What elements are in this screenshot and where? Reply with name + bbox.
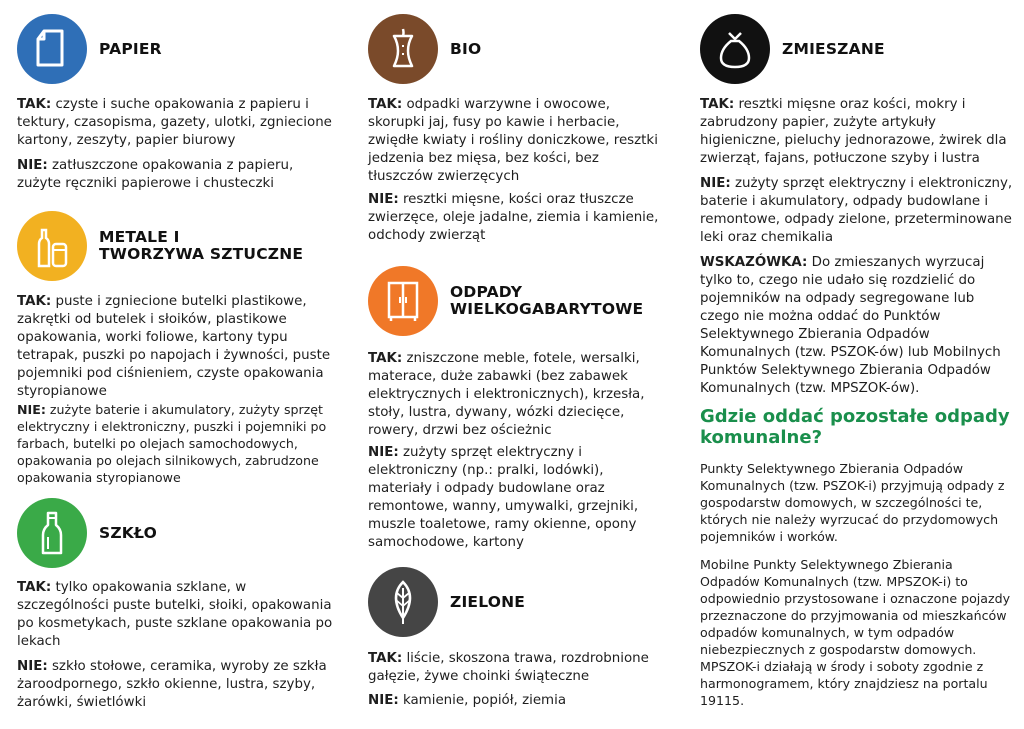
zielone-nie [368, 692, 566, 710]
gabaryty-nie [368, 444, 660, 552]
tak-label: TAK: [17, 97, 52, 112]
nie-label: NIE: [17, 659, 48, 674]
gdzie-heading [700, 406, 1010, 448]
nie-text: zużyty sprzęt elektryczny i elektroniczny, baterie i akumulatory, odpady budowlane i remontowe, odpady zielone, przeterminowane leki oraz chemikalia [700, 176, 1013, 245]
zmieszane-header [700, 14, 885, 84]
gdzie-heading-line1: Gdzie oddać pozostałe odpady [700, 406, 1010, 427]
szklo-header [17, 498, 157, 568]
leaf-icon [368, 567, 438, 637]
metale-nie [17, 401, 337, 486]
metale-title-line1: METALE I [99, 228, 180, 246]
nie-text: zużyty sprzęt elektryczny i elektroniczny (np.: pralki, lodówki), materiały i odpady budowlane oraz remontowe, wanny, umywalki, grzejniki, muszle toaletowe, ramy okienne, opony samochodowe, kartony [368, 445, 639, 550]
zielone-header [368, 567, 525, 637]
gabaryty-title-line2: WIELKOGABARYTOWE [450, 300, 644, 318]
papier-tak [17, 96, 337, 150]
papier-header [17, 14, 162, 84]
tak-text: liście, skoszona trawa, rozdrobnione gałęzie, żywe choinki świąteczne [368, 651, 649, 684]
nie-label: NIE: [17, 402, 46, 417]
zmieszane-title: ZMIESZANE [782, 39, 885, 58]
trash-bag-icon [700, 14, 770, 84]
gdzie-para2: Mobilne Punkty Selektywnego Zbierania Odpadów Komunalnych (tzw. MPSZOK-i) to odpowiednio przystosowane i oznaczone pojazdy przeznaczone do przyjmowania od mieszkańców odpadów komunalnych, w tym odpadów niebezpiecznych z gospodarstw domowych. MPSZOK-i działają w środy i soboty zgodnie z harmonogramem, który znajdziesz na portalu 19115. [700, 557, 1011, 708]
szklo-nie [17, 658, 337, 712]
hint-label: WSKAZÓWKA: [700, 255, 808, 270]
nie-text: zużyte baterie i akumulatory, zużyty sprzęt elektryczny i elektroniczny, puszki i pojemniki po farbach, butelki po olejach samochodowych, opakowania po olejach silnikowych, zabrudzone opakowania styropianowe [17, 402, 327, 485]
hint-text: Do zmieszanych wyrzucaj tylko to, czego nie udało się rozdzielić do pojemników na odpady segregowane lub czego nie można oddać do Punktów Selektywnego Zbierania Odpadów Komunalnych (tzw. PSZOK-ów) lub Mobilnych Punktów Selektywnego Zbierania Odpadów Komunalnych (tzw. MPSZOK-ów). [700, 255, 1001, 396]
gabaryty-title [450, 284, 643, 318]
paper-sheet-icon [17, 14, 87, 84]
tak-label: TAK: [17, 294, 52, 309]
papier-title: PAPIER [99, 39, 162, 58]
nie-text: szkło stołowe, ceramika, wyroby ze szkła żaroodpornego, szkło okienne, lustra, szyby, żarówki, świetlówki [17, 659, 327, 710]
nie-label: NIE: [368, 693, 399, 708]
glass-bottle-icon [17, 498, 87, 568]
nie-text: kamienie, popiół, ziemia [398, 693, 567, 708]
tak-text: tylko opakowania szklane, w szczególności puste butelki, słoiki, opakowania po kosmetykach, puste szklane opakowania po lekach [17, 580, 333, 649]
tak-text: zniszczone meble, fotele, wersalki, materace, duże zabawki (bez zabawek elektrycznych i elektronicznych), krzesła, stoły, lustra, dywany, wózki dziecięce, rowery, drzwi bez ościeżnic [368, 351, 645, 438]
zielone-title: ZIELONE [450, 592, 526, 611]
tak-label: TAK: [700, 97, 735, 112]
apple-core-icon [368, 14, 438, 84]
tak-label: TAK: [368, 97, 403, 112]
metale-title [99, 229, 303, 263]
zmieszane-hint [700, 254, 1015, 398]
metale-title-line2: TWORZYWA SZTUCZNE [99, 245, 304, 263]
bio-title: BIO [450, 39, 482, 58]
papier-nie [17, 157, 337, 193]
wardrobe-icon [368, 266, 438, 336]
nie-label: NIE: [368, 445, 399, 460]
nie-label: NIE: [17, 158, 48, 173]
bio-header [368, 14, 481, 84]
metale-tak [17, 293, 337, 401]
zmieszane-nie [700, 175, 1015, 247]
bio-nie [368, 191, 660, 245]
tak-label: TAK: [368, 651, 403, 666]
szklo-tak [17, 579, 337, 651]
bio-tak [368, 96, 660, 186]
gabaryty-title-line1: ODPADY [450, 283, 523, 301]
nie-text: resztki mięsne, kości oraz tłuszcze zwierzęce, oleje jadalne, ziemia i kamienie, odchody zwierząt [368, 192, 659, 243]
bottles-icon [17, 211, 87, 281]
gabaryty-header [368, 266, 643, 336]
nie-label: NIE: [368, 192, 399, 207]
zmieszane-tak [700, 96, 1015, 168]
metale-header [17, 211, 303, 281]
tak-label: TAK: [17, 580, 52, 595]
zielone-tak [368, 650, 660, 686]
tak-label: TAK: [368, 351, 403, 366]
tak-text: odpadki warzywne i owocowe, skorupki jaj, fusy po kawie i herbacie, zwiędłe kwiaty i rośliny doniczkowe, resztki jedzenia bez mięsa, bez kości, bez tłuszczów zwierzęcych [368, 97, 658, 184]
gdzie-para1: Punkty Selektywnego Zbierania Odpadów Komunalnych (tzw. PSZOK-i) przyjmują odpady z gospodarstw domowych, w szczególności te, których nie należy wyrzucać do przydomowych pojemników i worków. [700, 461, 1005, 544]
tak-text: resztki mięsne oraz kości, mokry i zabrudzony papier, zużyte artykuły higieniczne, pieluchy jednorazowe, żwirek dla zwierząt, fajans, potłuczone szyby i lustra [700, 97, 1007, 166]
gabaryty-tak [368, 350, 660, 440]
szklo-title: SZKŁO [99, 523, 157, 542]
tak-text: czyste i suche opakowania z papieru i tektury, czasopisma, gazety, ulotki, zgniecione kartony, zeszyty, papier biurowy [17, 97, 332, 148]
tak-text: puste i zgniecione butelki plastikowe, zakrętki od butelek i słoików, plastikowe opakowania, worki foliowe, kartony typu tetrapak, puszki po napojach i żywności, puste pojemniki pod ciśnieniem, czyste opakowania styropianowe [17, 294, 331, 399]
gdzie-heading-line2: komunalne? [700, 427, 823, 448]
nie-text: zatłuszczone opakowania z papieru, zużyte ręczniki papierowe i chusteczki [17, 158, 294, 191]
nie-label: NIE: [700, 176, 731, 191]
